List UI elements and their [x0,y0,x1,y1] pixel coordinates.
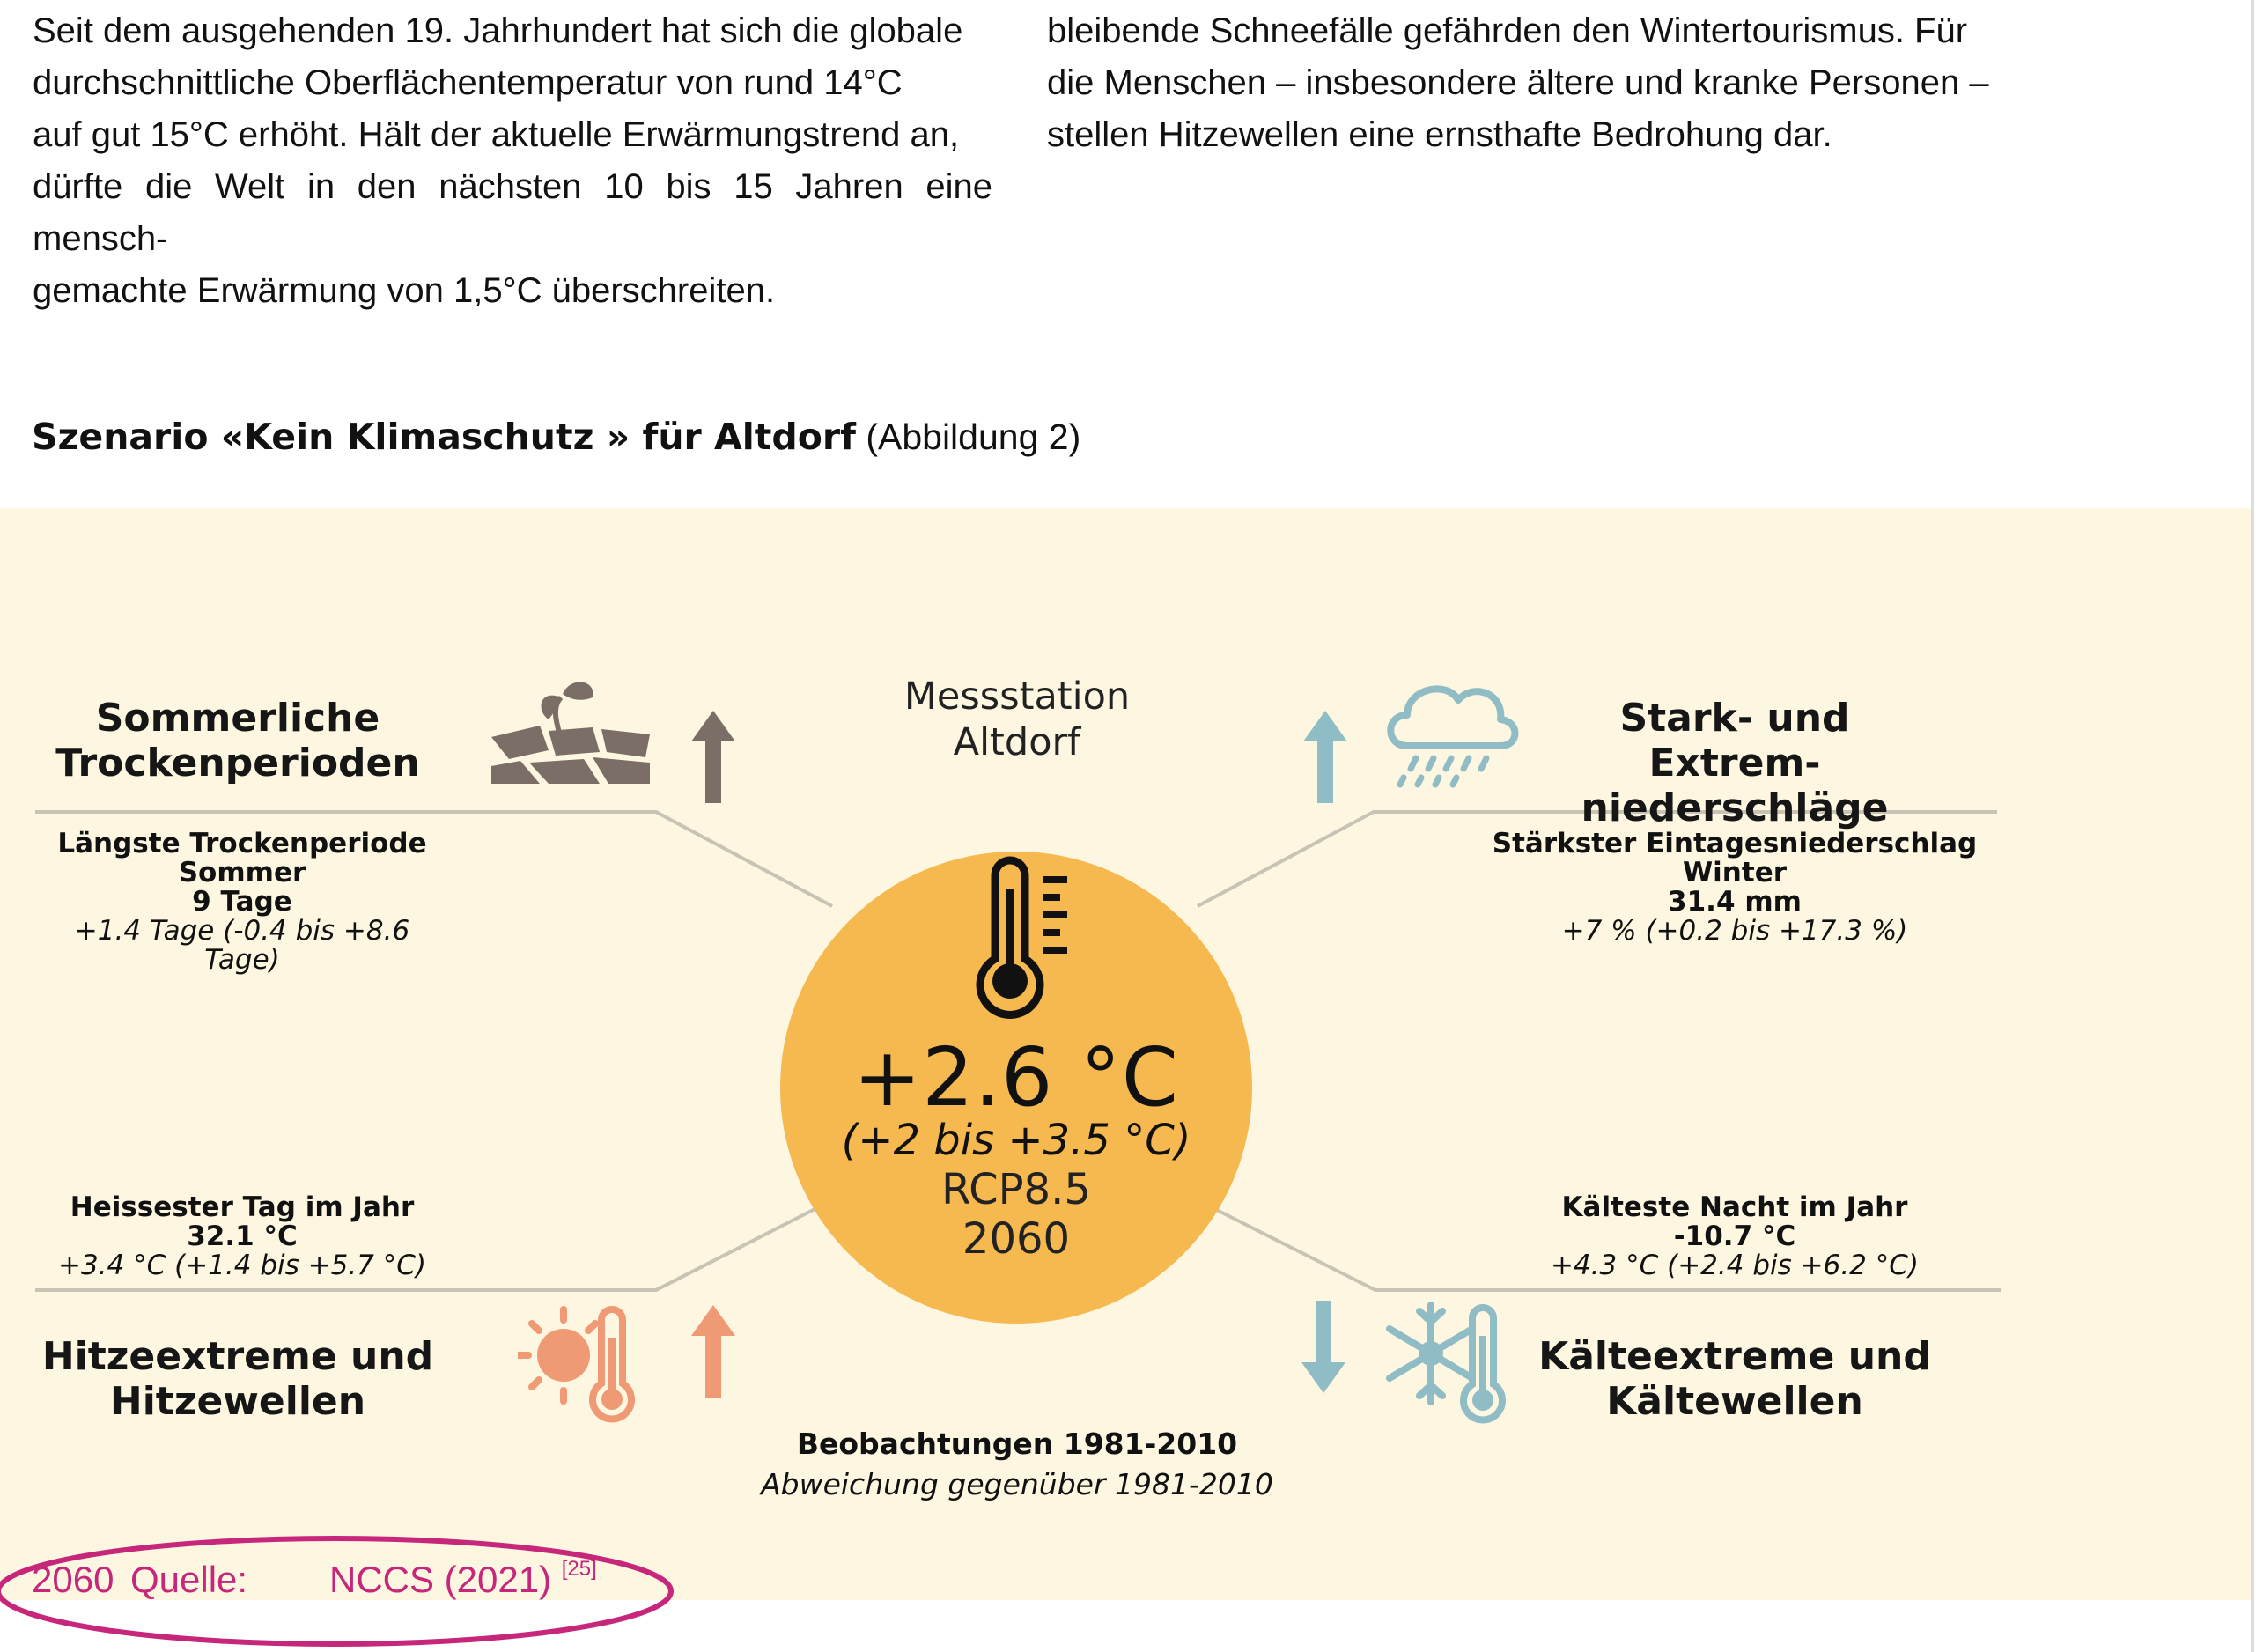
heat-stat: Heissester Tag im Jahr 32.1 °C +3.4 °C (+1.4 bis +5.7 °C) [57,1191,426,1281]
source-reference: NCCS (2021) [25] [329,1557,597,1600]
source-label: Quelle: [130,1559,248,1600]
arrow-up-icon [1303,711,1347,803]
drought-stat: Längste Trockenperiode Sommer 9 Tage +1.4 Tage (-0.4 bis +8.6 Tage) [57,828,427,976]
thermometer-icon [969,853,1083,1021]
page-edge [2251,0,2254,1652]
body-text-line: stellen Hitzewellen eine ernsthafte Bedrohung dar. [1047,115,1832,154]
arrow-up-icon [691,711,735,803]
arrow-up-icon [691,1305,735,1398]
body-text-line: gemachte Erwärmung von 1,5°C überschreiten. [33,271,776,310]
body-text-line: bleibende Schneefälle gefährden den Wintertourismus. Für [1047,11,1968,50]
snowflake-thermometer-icon [1382,1301,1523,1424]
cold-heading: Kälteextreme und Kältewellen [1538,1334,1931,1424]
station-label: Messstation Altdorf [903,675,1131,764]
figure-caption-title: Szenario «Kein Klimaschutz » für Altdorf [32,416,856,458]
precipitation-stat: Stärkster Eintagesniederschlag Winter 31.4 mm +7 % (+0.2 bis +17.3 %) [1492,828,1978,947]
drought-heading: Sommerliche Trockenperioden [55,696,420,785]
body-text-line: die Menschen – insbesondere ältere und kranke Personen – [1047,63,1989,102]
figure-caption-reference: (Abbildung 2) [855,417,1081,457]
observation-legend: Beobachtungen 1981-2010 Abweichung gegenüber 1981-2010 [761,1427,1273,1501]
footnote-marker: [25] [561,1557,597,1581]
figure-caption [32,416,1080,458]
precipitation-heading: Stark- und Extrem- niederschläge [1581,696,1889,830]
body-text-left-column [33,5,992,317]
body-text-right-column [1047,5,2060,161]
arrow-down-icon [1301,1301,1345,1393]
heat-heading: Hitzeextreme und Hitzewellen [41,1334,434,1424]
body-text-line: dürfte die Welt in den nächsten 10 bis 15 Jahren eine mensch- [33,167,992,258]
cold-stat: Kälteste Nacht im Jahr -10.7 °C +4.3 °C (+2.4 bis +6.2 °C) [1550,1191,1919,1281]
body-text-line: durchschnittliche Oberflächentemperatur von rund 14°C [33,63,903,102]
body-text-line: auf gut 15°C erhöht. Hält der aktuelle Erwärmungstrend an, [33,115,960,154]
temperature-change-value: +2.6 °C [853,1030,1179,1125]
sun-thermometer-icon [518,1302,650,1426]
source-year: 2060 [32,1559,114,1600]
rain-cloud-icon [1381,667,1522,790]
climate-scenario-infographic [0,508,2251,1600]
temperature-change-range: (+2 bis +3.5 °C) [841,1116,1191,1165]
body-text-line: Seit dem ausgehenden 19. Jahrhundert hat sich die globale [33,11,963,50]
cracked-soil-sprout-icon [487,671,654,785]
emission-scenario: RCP8.5 [941,1165,1091,1214]
scenario-year: 2060 [962,1214,1071,1264]
